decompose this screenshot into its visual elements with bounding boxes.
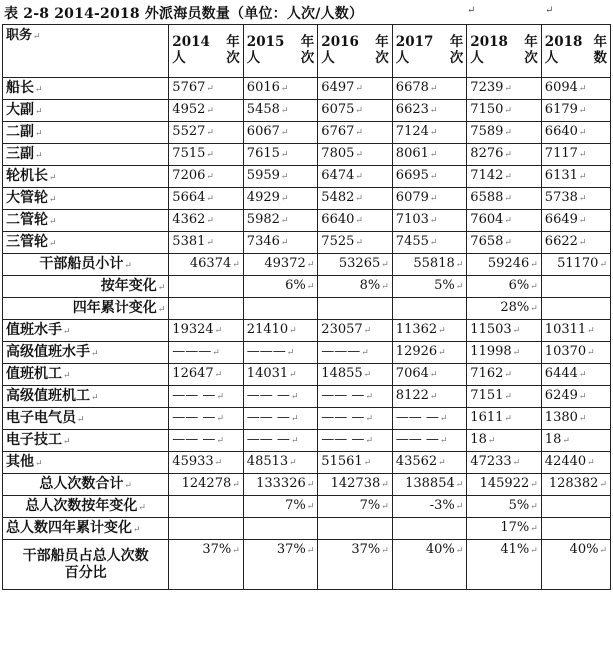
value-cell: 49372↵: [243, 254, 318, 276]
value-cell: 7589↵: [467, 122, 542, 144]
header-year: 2018 年 人次: [467, 25, 542, 78]
paragraph-mark: ↵: [545, 5, 554, 16]
value-cell: 37%↵: [243, 540, 318, 590]
value-cell: 42440↵: [541, 452, 610, 474]
value-cell: 4929↵: [243, 188, 318, 210]
value-cell: 6444↵: [541, 364, 610, 386]
value-cell: 6622↵: [541, 232, 610, 254]
value-cell: 17%↵: [467, 518, 542, 540]
value-cell: 7162↵: [467, 364, 542, 386]
value-cell: 5458↵: [243, 100, 318, 122]
value-cell: 1380↵: [541, 408, 610, 430]
value-cell: —— —↵: [243, 430, 318, 452]
row-label: 轮机长↵: [3, 166, 169, 188]
value-cell: 10370↵: [541, 342, 610, 364]
value-cell: 128382↵: [541, 474, 610, 496]
value-cell: —— —↵: [169, 386, 244, 408]
header-year: 2014 年 人次: [169, 25, 244, 78]
table-row: [3, 408, 611, 430]
value-cell: 6640↵: [541, 122, 610, 144]
value-cell: 142738↵: [318, 474, 393, 496]
table-row: [3, 122, 611, 144]
value-cell: —— —↵: [243, 386, 318, 408]
value-cell: 7064↵: [392, 364, 467, 386]
row-label: 按年变化↵: [3, 276, 169, 298]
value-cell: 41%↵: [467, 540, 542, 590]
table-row: [3, 78, 611, 100]
value-cell: 48513↵: [243, 452, 318, 474]
row-label: 二管轮↵: [3, 210, 169, 232]
table-row: [3, 430, 611, 452]
row-label: 大管轮↵: [3, 188, 169, 210]
value-cell: 4952↵: [169, 100, 244, 122]
value-cell: 8122↵: [392, 386, 467, 408]
value-cell: 14855↵: [318, 364, 393, 386]
header-row: [3, 25, 611, 78]
value-cell: 6067↵: [243, 122, 318, 144]
value-cell: 5482↵: [318, 188, 393, 210]
value-cell: 51561↵: [318, 452, 393, 474]
value-cell: [169, 298, 244, 320]
value-cell: ———↵: [318, 342, 393, 364]
seafarer-table: [2, 24, 611, 590]
value-cell: —— —↵: [318, 408, 393, 430]
row-label-line: 干部船员占总人次数: [22, 548, 149, 565]
row-label: 高级值班水手↵: [3, 342, 169, 364]
value-cell: 7151↵: [467, 386, 542, 408]
row-label: 三管轮↵: [3, 232, 169, 254]
value-cell: 12926↵: [392, 342, 467, 364]
value-cell: 7658↵: [467, 232, 542, 254]
value-cell: 40%↵: [541, 540, 610, 590]
table-row: [3, 452, 611, 474]
value-cell: —— —↵: [318, 430, 393, 452]
value-cell: 53265↵: [318, 254, 393, 276]
value-cell: 6249↵: [541, 386, 610, 408]
value-cell: 7455↵: [392, 232, 467, 254]
row-label: 电子电气员↵: [3, 408, 169, 430]
value-cell: 11503↵: [467, 320, 542, 342]
table-body: [3, 25, 611, 590]
value-cell: 6678↵: [392, 78, 467, 100]
total-row: [3, 474, 611, 496]
value-cell: -3%↵: [392, 496, 467, 518]
value-cell: 43562↵: [392, 452, 467, 474]
value-cell: 11998↵: [467, 342, 542, 364]
table-row: [3, 320, 611, 342]
value-cell: 6623↵: [392, 100, 467, 122]
row-label: 四年累计变化↵: [3, 298, 169, 320]
row-label: 干部船员小计↵: [3, 254, 169, 276]
value-cell: [392, 298, 467, 320]
value-cell: 6075↵: [318, 100, 393, 122]
value-cell: 6%↵: [467, 276, 542, 298]
row-label: [3, 540, 169, 590]
value-cell: 7525↵: [318, 232, 393, 254]
value-cell: 6640↵: [318, 210, 393, 232]
value-cell: —— —↵: [318, 386, 393, 408]
value-cell: 47233↵: [467, 452, 542, 474]
value-cell: 124278↵: [169, 474, 244, 496]
value-cell: 5381↵: [169, 232, 244, 254]
value-cell: 8061↵: [392, 144, 467, 166]
value-cell: 138854↵: [392, 474, 467, 496]
value-cell: —— —↵: [169, 430, 244, 452]
row-label: 总人数四年累计变化↵: [3, 518, 169, 540]
value-cell: 8276↵: [467, 144, 542, 166]
value-cell: 19324↵: [169, 320, 244, 342]
value-cell: [169, 518, 244, 540]
value-cell: 14031↵: [243, 364, 318, 386]
value-cell: 5%↵: [392, 276, 467, 298]
value-cell: 11362↵: [392, 320, 467, 342]
value-cell: 6094↵: [541, 78, 610, 100]
header-year: 2017 年 人次: [392, 25, 467, 78]
value-cell: 7%↵: [243, 496, 318, 518]
caption-row: [0, 0, 613, 24]
value-cell: ———↵: [243, 342, 318, 364]
value-cell: 51170↵: [541, 254, 610, 276]
value-cell: [169, 276, 244, 298]
value-cell: 6079↵: [392, 188, 467, 210]
value-cell: 5664↵: [169, 188, 244, 210]
value-cell: 6588↵: [467, 188, 542, 210]
row-label: 三副↵: [3, 144, 169, 166]
row-label: 船长↵: [3, 78, 169, 100]
value-cell: 5959↵: [243, 166, 318, 188]
value-cell: 37%↵: [169, 540, 244, 590]
header-year: 2015 年 人次: [243, 25, 318, 78]
value-cell: 6131↵: [541, 166, 610, 188]
value-cell: 5738↵: [541, 188, 610, 210]
value-cell: 8%↵: [318, 276, 393, 298]
value-cell: 12647↵: [169, 364, 244, 386]
value-cell: 6179↵: [541, 100, 610, 122]
value-cell: [392, 518, 467, 540]
value-cell: 5%↵: [467, 496, 542, 518]
value-cell: [541, 496, 610, 518]
value-cell: —— —↵: [392, 430, 467, 452]
value-cell: 7604↵: [467, 210, 542, 232]
table-row: [3, 210, 611, 232]
value-cell: 6474↵: [318, 166, 393, 188]
row-label: 值班机工↵: [3, 364, 169, 386]
subtotal-row: [3, 254, 611, 276]
value-cell: 6649↵: [541, 210, 610, 232]
total-four-year-row: [3, 518, 611, 540]
table-row: [3, 100, 611, 122]
row-label: 值班水手↵: [3, 320, 169, 342]
table-row: [3, 364, 611, 386]
value-cell: [318, 298, 393, 320]
row-label-line: 百分比: [64, 564, 107, 581]
value-cell: 6767↵: [318, 122, 393, 144]
table-row: [3, 144, 611, 166]
table-row: [3, 188, 611, 210]
header-year: 2016 年 人次: [318, 25, 393, 78]
value-cell: 133326↵: [243, 474, 318, 496]
value-cell: 7805↵: [318, 144, 393, 166]
value-cell: 59246↵: [467, 254, 542, 276]
row-label: 其他↵: [3, 452, 169, 474]
value-cell: 7515↵: [169, 144, 244, 166]
table-row: [3, 166, 611, 188]
value-cell: [541, 518, 610, 540]
value-cell: 37%↵: [318, 540, 393, 590]
row-label: 二副↵: [3, 122, 169, 144]
value-cell: ———↵: [169, 342, 244, 364]
value-cell: 28%↵: [467, 298, 542, 320]
value-cell: [169, 496, 244, 518]
value-cell: 6497↵: [318, 78, 393, 100]
value-cell: —— —↵: [243, 408, 318, 430]
paragraph-mark: ↵: [467, 5, 476, 16]
value-cell: 46374↵: [169, 254, 244, 276]
value-cell: 18↵: [467, 430, 542, 452]
total-yoy-row: [3, 496, 611, 518]
value-cell: 7117↵: [541, 144, 610, 166]
value-cell: [541, 298, 610, 320]
table-row: [3, 386, 611, 408]
value-cell: [541, 276, 610, 298]
value-cell: 5982↵: [243, 210, 318, 232]
value-cell: 145922↵: [467, 474, 542, 496]
value-cell: —— —↵: [392, 408, 467, 430]
value-cell: 45933↵: [169, 452, 244, 474]
value-cell: 7124↵: [392, 122, 467, 144]
value-cell: 7239↵: [467, 78, 542, 100]
value-cell: —— —↵: [169, 408, 244, 430]
value-cell: 6%↵: [243, 276, 318, 298]
header-year: 2018 年 人数: [541, 25, 610, 78]
value-cell: 7103↵: [392, 210, 467, 232]
value-cell: 7206↵: [169, 166, 244, 188]
value-cell: [318, 518, 393, 540]
value-cell: 7%↵: [318, 496, 393, 518]
header-role: 职务↵: [3, 25, 169, 78]
value-cell: 4362↵: [169, 210, 244, 232]
value-cell: 7150↵: [467, 100, 542, 122]
value-cell: [243, 298, 318, 320]
row-label: 总人次数合计↵: [3, 474, 169, 496]
value-cell: 7142↵: [467, 166, 542, 188]
value-cell: 7615↵: [243, 144, 318, 166]
value-cell: 7346↵: [243, 232, 318, 254]
four-year-row: [3, 298, 611, 320]
value-cell: 55818↵: [392, 254, 467, 276]
yoy-row: [3, 276, 611, 298]
row-label: 总人次数按年变化↵: [3, 496, 169, 518]
value-cell: 1611↵: [467, 408, 542, 430]
value-cell: 40%↵: [392, 540, 467, 590]
value-cell: 6695↵: [392, 166, 467, 188]
value-cell: 5767↵: [169, 78, 244, 100]
value-cell: 21410↵: [243, 320, 318, 342]
officer-pct-row: [3, 540, 611, 590]
value-cell: 6016↵: [243, 78, 318, 100]
value-cell: [243, 518, 318, 540]
row-label: 电子技工↵: [3, 430, 169, 452]
table-row: [3, 342, 611, 364]
row-label: 高级值班机工↵: [3, 386, 169, 408]
value-cell: 5527↵: [169, 122, 244, 144]
row-label: 大副↵: [3, 100, 169, 122]
table-caption: 表 2-8 2014-2018 外派海员数量（单位：人次/人数）: [4, 6, 364, 22]
value-cell: 10311↵: [541, 320, 610, 342]
value-cell: 18↵: [541, 430, 610, 452]
value-cell: 23057↵: [318, 320, 393, 342]
table-row: [3, 232, 611, 254]
